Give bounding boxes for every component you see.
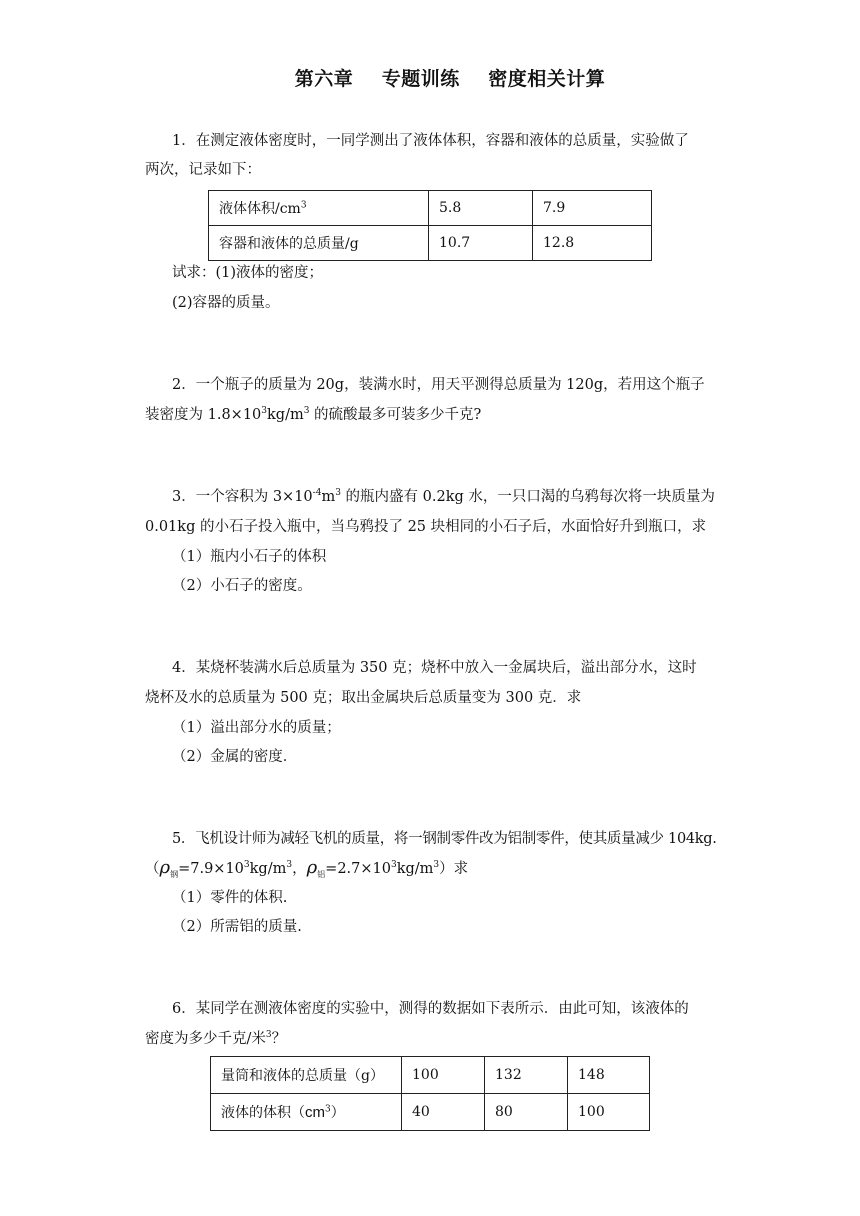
table-cell: 量筒和液体的总质量（g） (211, 1057, 402, 1094)
table-cell: 148 (568, 1057, 650, 1094)
table-cell: 5.8 (429, 191, 533, 226)
table-row (211, 1094, 650, 1131)
q1-data-table (208, 190, 652, 261)
q2-line-1: 2．一个瓶子的质量为 20g，装满水时，用天平测得总质量为 120g，若用这个瓶子 (172, 377, 705, 393)
q3-sub-1: （1）瓶内小石子的体积 (172, 549, 327, 565)
q4-line-1: 4．某烧杯装满水后总质量为 350 克；烧杯中放入一金属块后，溢出部分水，这时 (172, 660, 697, 676)
q6-line-1: 6．某同学在测液体密度的实验中，测得的数据如下表所示．由此可知，该液体的 (172, 1001, 689, 1017)
table-row (211, 1057, 650, 1094)
table-row (209, 191, 652, 226)
table-cell: 100 (568, 1094, 650, 1131)
q5-sub-1: （1）零件的体积. (172, 890, 288, 906)
q5-sub-2: （2）所需铝的质量. (172, 919, 302, 935)
table-cell: 132 (485, 1057, 568, 1094)
q4-sub-2: （2）金属的密度． (172, 749, 298, 765)
q5-line-1: 5．飞机设计师为减轻飞机的质量，将一钢制零件改为铝制零件，使其质量减少 104kg. (172, 831, 717, 847)
table-cell: 12.8 (533, 226, 652, 261)
q1-sub-1: 试求：(1)液体的密度； (172, 265, 324, 281)
q4-line-2: 烧杯及水的总质量为 500 克；取出金属块后总质量变为 300 克．求 (145, 690, 582, 706)
q2-line-2: 装密度为 $1.8\times 10^3kg/m^3$ 的硫酸最多可装多少千克? (145, 406, 482, 423)
q1-line-1: 1．在测定液体密度时，一同学测出了液体体积，容器和液体的总质量，实验做了 (172, 133, 689, 149)
table-cell: 80 (485, 1094, 568, 1131)
table-cell: 容器和液体的总质量/g (209, 226, 429, 261)
q3-line-2: 0.01kg 的小石子投入瓶中，当乌鸦投了 25 块相同的小石子后，水面恰好升到瓶口，求 (145, 519, 707, 535)
table-cell: 100 (402, 1057, 485, 1094)
q4-sub-1: （1）溢出部分水的质量； (172, 720, 341, 736)
page-title: 第六章 专题训练 密度相关计算 (294, 68, 606, 90)
q1-sub-2: (2)容器的质量。 (172, 295, 280, 311)
table-cell: 7.9 (533, 191, 652, 226)
q5-line-2: （$\rho_钢=7.9\times 10^3kg/m^3$，$\rho_铝=2.7\times 10^3kg/m^3$）求 (145, 857, 469, 879)
q3-sub-2: （2）小石子的密度。 (172, 578, 312, 594)
table-cell: 10.7 (429, 226, 533, 261)
q1-line-2: 两次，记录如下： (145, 162, 261, 178)
q6-data-table (210, 1056, 650, 1131)
table-cell: 液体体积$/cm^3$ (209, 191, 429, 226)
table-cell: 40 (402, 1094, 485, 1131)
q6-line-2: 密度为多少千克/米$^3$？ (145, 1030, 287, 1047)
q3-line-1: 3．一个容积为 $3\times 10^{-4}m^3$ 的瓶内盛有 0.2kg 水，一只口渴的乌鸦每次将一块质量为 (172, 488, 715, 505)
table-row (209, 226, 652, 261)
table-cell: 液体的体积$(cm^3)$ (211, 1094, 402, 1131)
